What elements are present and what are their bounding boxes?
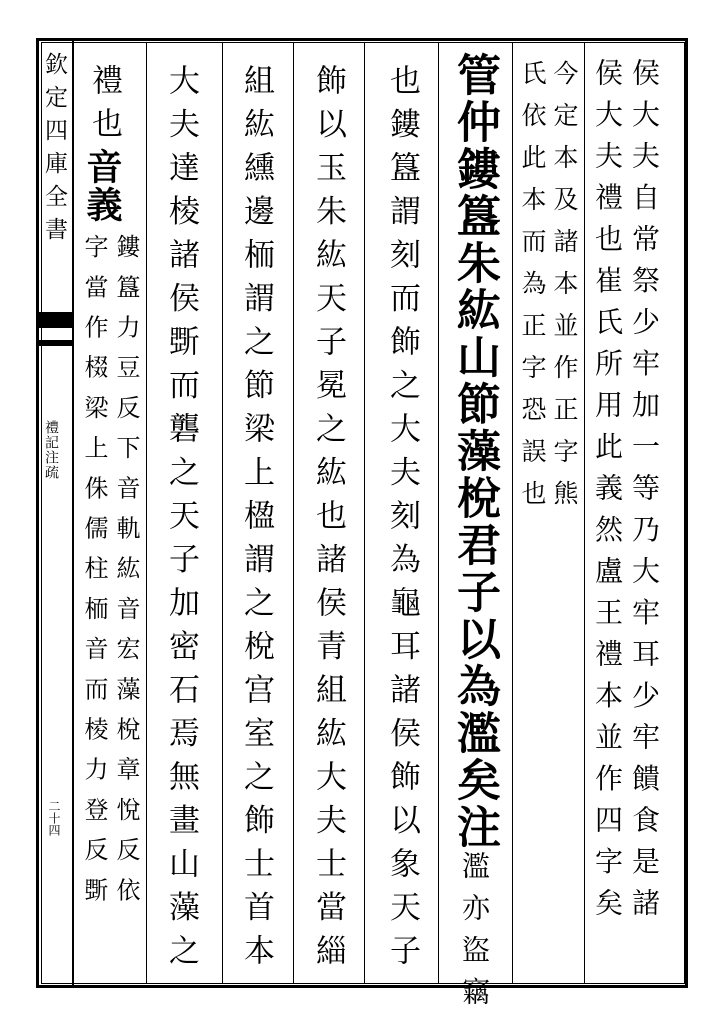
column-rule bbox=[512, 42, 513, 984]
yinyi-marker: 音義 bbox=[81, 148, 123, 224]
text-column-10-head: 禮也 bbox=[86, 64, 122, 150]
text-column-8: 組紘纁邊栭謂之節梁上楹謂之梲宫室之飾士首本 bbox=[238, 64, 274, 978]
column-rule bbox=[364, 42, 365, 984]
book-title: 欽定四庫全書 bbox=[41, 52, 67, 250]
column-rule bbox=[146, 42, 147, 984]
fishtail-mark bbox=[38, 312, 74, 328]
yinyi-note-2: 字當作棳梁上侏儒柱栭音而棱力登反斲 bbox=[80, 234, 108, 918]
yinyi-note-1: 鏤簋力豆反下音軌紘音宏藻梲章悅反依 bbox=[112, 234, 140, 918]
column-rule bbox=[438, 42, 439, 984]
main-text: 管仲鏤簋朱紘山節藻梲君子以為濫矣注 bbox=[449, 52, 500, 851]
column-rule bbox=[584, 42, 585, 984]
page-number: 二十四 bbox=[47, 800, 61, 836]
column-rule bbox=[293, 42, 294, 984]
text-column-7: 飾以玉朱紘天子冕之紘也諸侯青組紘大夫士當緇 bbox=[310, 64, 346, 978]
text-column-9: 大夫達棱諸侯斲而礱之天子加密石焉無畫山藻之 bbox=[163, 64, 199, 978]
column-rule bbox=[222, 42, 223, 984]
annotation-inline: 濫亦盜竊 bbox=[458, 851, 491, 1019]
fishtail-mark-lower bbox=[38, 340, 74, 346]
source-title: 禮記注疏 bbox=[43, 420, 59, 480]
text-column-2: 侯大夫禮也崔氏所用此義然盧王禮本並作四字矣 bbox=[591, 58, 624, 930]
text-column-4: 氏依此本而為正字恐誤也 bbox=[518, 60, 547, 522]
text-column-6: 也鏤簋謂刻而飾之大夫刻為龜耳諸侯飾以象天子 bbox=[384, 64, 420, 978]
text-column-3: 今定本及諸本並作正字熊 bbox=[550, 60, 579, 522]
main-text-column bbox=[449, 52, 500, 1019]
text-column-1: 侯大夫自常祭少牢加一等乃大牢耳少牢饋食是諸 bbox=[628, 58, 661, 930]
